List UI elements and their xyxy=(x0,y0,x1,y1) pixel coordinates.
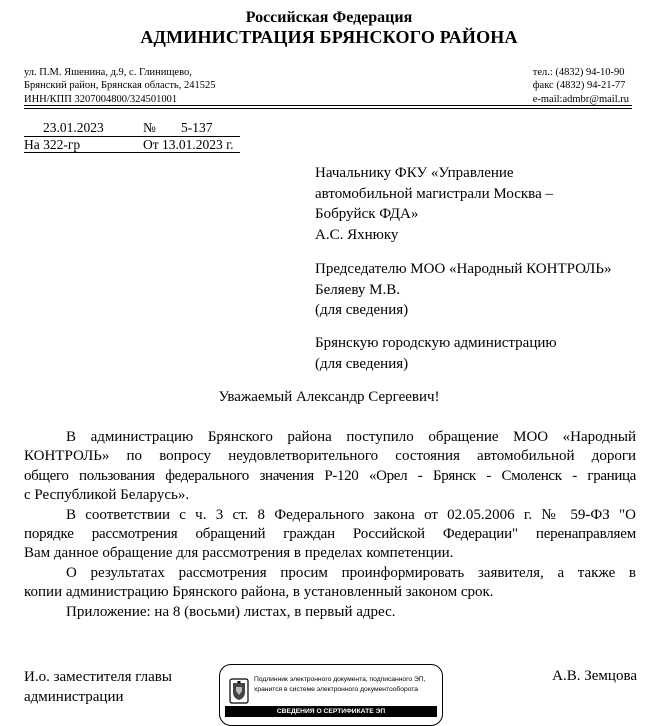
address-line: Брянский район, Брянская область, 241525 xyxy=(24,80,216,92)
signatory-position xyxy=(24,668,172,707)
number-sign: № xyxy=(143,120,156,135)
postal-address xyxy=(24,66,215,106)
email: e-mail:admbr@mail.ru xyxy=(532,93,629,105)
signatory-name: А.В. Земцова xyxy=(552,668,637,684)
stamp-caption-line: хранится в системе электронного документооборота xyxy=(254,685,418,693)
electronic-signature-stamp xyxy=(219,664,443,726)
salutation: Уважаемый Александр Сергеевич! xyxy=(218,389,440,405)
addressee-name: А.С. Яхнюку xyxy=(315,227,399,244)
addressee-line: Бобруйск ФДА» xyxy=(315,206,419,223)
incoming-date: От 13.01.2023 г. xyxy=(143,137,234,152)
addressee-note: (для сведения) xyxy=(315,302,409,319)
certificate-info-bar: СВЕДЕНИЯ О СЕРТИФИКАТЕ ЭП xyxy=(225,706,437,717)
addressee-note: (для сведения) xyxy=(315,355,409,372)
body-line: КОНТРОЛЬ» по вопросу неудовлетворительного состояния автомобильной дороги xyxy=(24,448,636,465)
stamp-caption-line: Подлинник электронного документа, подписанного ЭП, xyxy=(254,676,426,683)
body-line: О результатах рассмотрения просим проинформировать заявителя, а также в xyxy=(66,564,636,581)
position-line: И.о. заместителя главы xyxy=(24,669,172,685)
body-line: В соответствии с ч. 3 ст. 8 Федерального закона от 02.05.2006 г. № 59-ФЗ "О xyxy=(66,506,636,523)
body-line: порядке рассмотрения обращений граждан Российской Федерации" перенаправляем xyxy=(24,526,636,543)
addressee-block xyxy=(315,163,553,246)
body-line: копии администрацию Брянского района, в установленный законом срок. xyxy=(24,584,494,601)
addressee-name: Беляеву М.В. xyxy=(315,281,400,298)
addressee-line: Брянскую городскую администрацию xyxy=(315,335,557,351)
body-line: В администрацию Брянского района поступило обращение МОО «Народный xyxy=(66,429,636,445)
attachment-line: Приложение: на 8 (восьми) листах, в первый адрес. xyxy=(66,603,396,620)
addressee-block xyxy=(315,259,611,321)
position-line: администрации xyxy=(24,688,124,705)
country-title: Российская Федерация xyxy=(245,9,413,26)
coat-of-arms-icon xyxy=(229,678,249,704)
incoming-reference: На 322-гр xyxy=(24,137,81,152)
outgoing-number: 5-137 xyxy=(181,120,213,135)
addressee-line: Начальнику ФКУ «Управление xyxy=(315,165,514,181)
header-divider xyxy=(24,108,632,109)
phone: тел.: (4832) 94-10-90 xyxy=(532,67,625,78)
reference-underline xyxy=(24,152,240,153)
contact-info xyxy=(533,66,629,106)
tax-ids: ИНН/КПП 3207004800/324501001 xyxy=(24,93,178,105)
addressee-line: автомобильной магистрали Москва – xyxy=(315,185,553,202)
body-line: Вам данное обращение для рассмотрения в пределах компетенции. xyxy=(24,545,454,562)
outgoing-date: 23.01.2023 xyxy=(43,120,104,135)
letter-body xyxy=(24,428,636,622)
fax: факс (4832) 94-21-77 xyxy=(532,80,626,92)
addressee-line: Председателю МОО «Народный КОНТРОЛЬ» xyxy=(315,261,612,277)
addressee-block xyxy=(315,333,557,374)
header-divider xyxy=(24,105,632,106)
body-line: с Республикой Беларусь». xyxy=(24,487,190,504)
organization-title: АДМИНИСТРАЦИЯ БРЯНСКОГО РАЙОНА xyxy=(140,27,518,47)
stamp-caption xyxy=(254,675,425,694)
body-line: общего пользования федерального значения Р-120 «Орел - Брянск - Смоленск - граница xyxy=(24,467,636,484)
address-line: ул. П.М. Яшенина, д.9, с. Глинищево, xyxy=(24,67,192,78)
